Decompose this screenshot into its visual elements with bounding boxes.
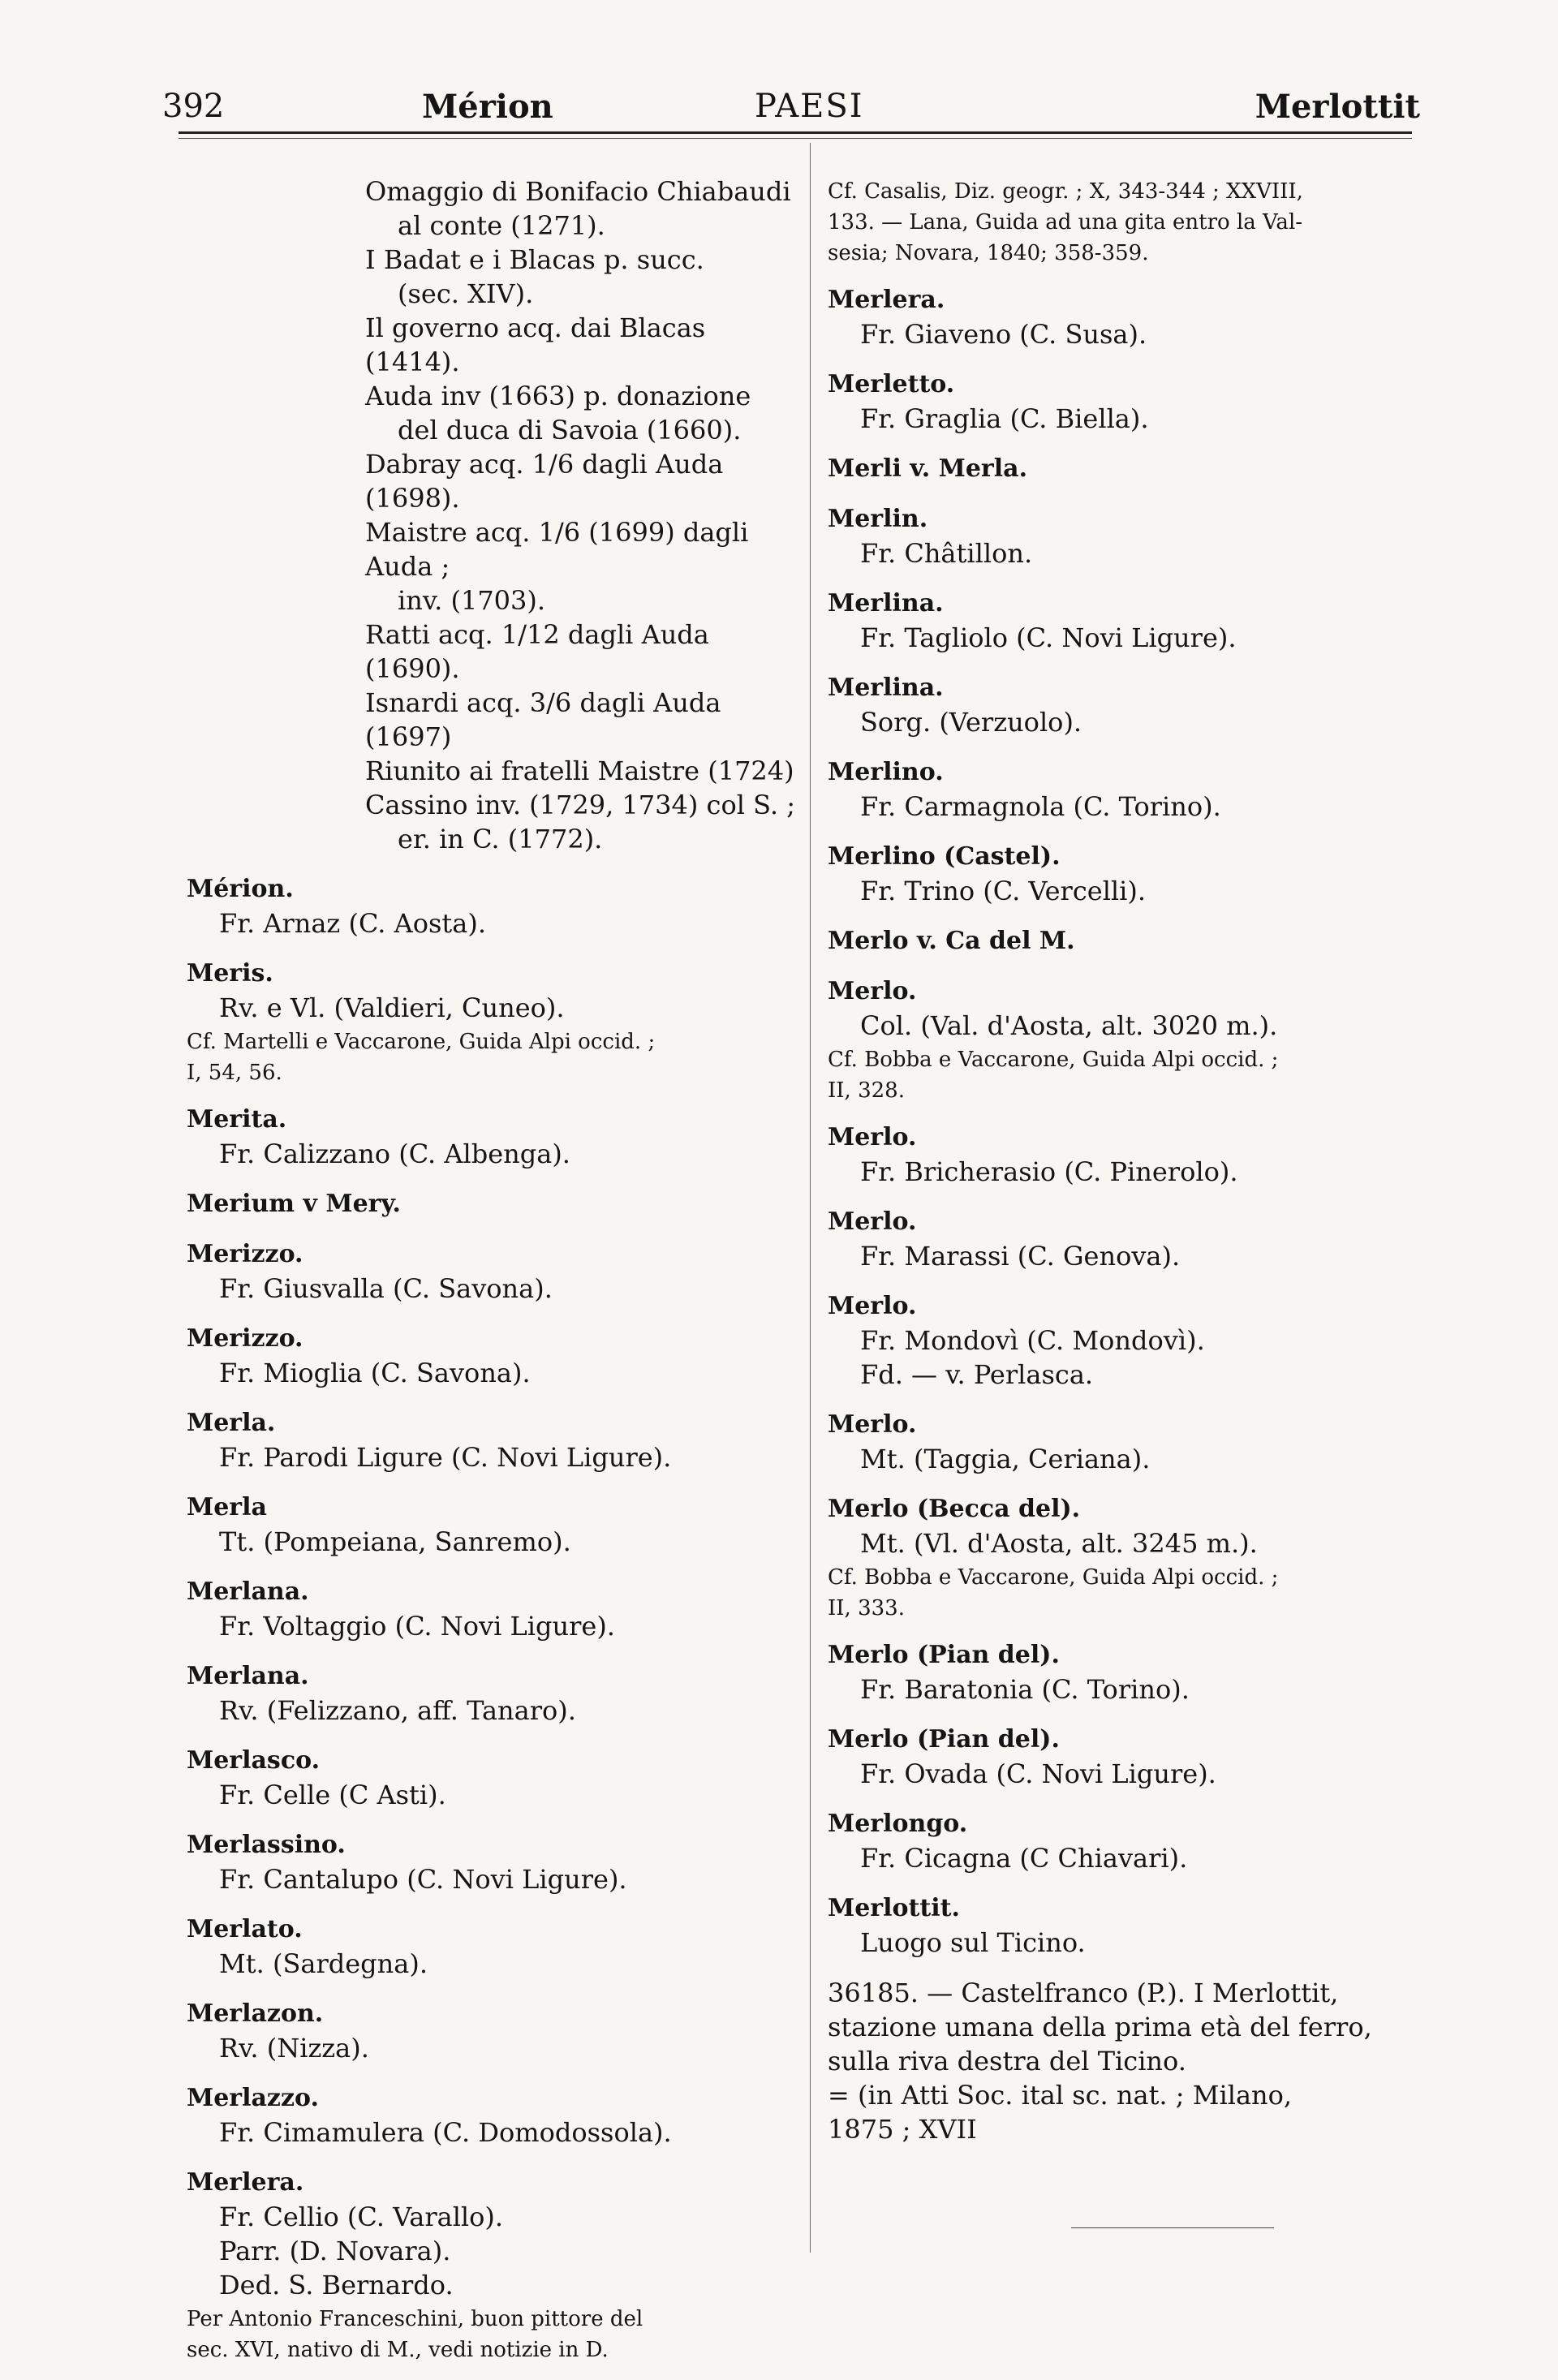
entry-line: Fr. Cicagna (C Chiavari). [860,1843,1188,1874]
entry-line: Fr. Calizzano (C. Albenga). [219,1138,570,1169]
intro-line: er. in C. (1772). [398,824,603,854]
gazetteer-entry [828,1892,1444,1960]
entry-line: Fr. Giusvalla (C. Savona). [219,1273,553,1304]
bibliography-entry [828,1976,1444,2146]
gazetteer-entry [187,2081,795,2150]
gazetteer-entry [828,283,1444,351]
gazetteer-entry [828,502,1444,570]
entry-line: Fr. Cellio (C. Varallo). [219,2201,504,2232]
entry-headword: Merlo. [828,1123,917,1151]
header-rule-thin [179,138,1412,139]
entry-note: Cf. Casalis, Diz. geogr. ; X, 343-344 ; XXVIII, [828,179,1303,204]
page-number: 392 [162,88,225,125]
entry-line: Col. (Val. d'Aosta, alt. 3020 m.). [860,1010,1278,1041]
entry-headword: Merita. [187,1105,287,1134]
gazetteer-entry [828,1723,1444,1791]
header-rule-thick [179,131,1412,134]
gazetteer-entry [187,1406,795,1474]
entry-headword: Merlasco. [187,1746,321,1775]
gazetteer-entry [828,1205,1444,1273]
gazetteer-entry [828,587,1444,655]
entry-headword: Merlo. [828,1292,917,1320]
running-head-right: Merlottit [1255,88,1420,126]
left-intro-block [187,174,795,856]
entry-headword: Merla. [187,1409,276,1437]
entry-line: Luogo sul Ticino. [860,1927,1086,1958]
intro-line: I Badat e i Blacas p. succ. [365,244,704,275]
entry-headword: Merlottit. [828,1894,960,1922]
gazetteer-entry [828,1807,1444,1875]
entry-line: Parr. (D. Novara). [219,2236,451,2266]
entry-line: Fr. Cimamulera (C. Domodossola). [219,2117,672,2148]
entry-line: Fr. Voltaggio (C. Novi Ligure). [219,1611,615,1642]
intro-line: Omaggio di Bonifacio Chiabaudi [365,176,791,207]
entry-note: Cf. Bobba e Vaccarone, Guida Alpi occid. ; [828,1048,1279,1072]
intro-line: Isnardi acq. 3/6 dagli Auda (1697) [365,687,721,752]
bibliography-line: 1875 ; XVII [828,2114,977,2145]
entry-headword: Merlongo. [828,1810,968,1838]
entry-line: Fr. Arnaz (C. Aosta). [219,908,487,939]
right-column [828,174,1444,2163]
entry-headword: Merium v Mery. [187,1190,401,1218]
gazetteer-entry [187,1103,795,1171]
entry-line: Fr. Cantalupo (C. Novi Ligure). [219,1864,627,1895]
entry-line: Fr. Marassi (C. Genova). [860,1241,1181,1272]
entry-headword: Merlin. [828,505,928,533]
gazetteer-entry [828,924,1444,958]
gazetteer-entry [828,1121,1444,1189]
entry-note: II, 333. [828,1596,905,1620]
entry-note: Cf. Bobba e Vaccarone, Guida Alpi occid. ; [828,1565,1279,1590]
entry-headword: Meris. [187,959,273,988]
gazetteer-entry [828,1638,1444,1706]
left-entries [187,872,795,2364]
running-head-left: Mérion [422,88,553,126]
gazetteer-entry [187,1187,795,1221]
entry-line: Mt. (Taggia, Ceriana). [860,1444,1151,1474]
gazetteer-entry [187,1491,795,1559]
entry-headword: Merlina. [828,589,944,618]
entry-note: Per Antonio Franceschini, buon pittore del [187,2307,643,2331]
entry-headword: Merlo (Becca del). [828,1495,1081,1523]
entry-headword: Mérion. [187,875,294,903]
gazetteer-entry [187,1659,795,1728]
bibliography-line: 36185. — Castelfranco (P.). I Merlottit, [828,1978,1339,2008]
entry-headword: Merlo v. Ca del M. [828,927,1075,955]
gazetteer-entry [187,1322,795,1390]
gazetteer-entry [828,671,1444,739]
entry-line: Fr. Graglia (C. Biella). [860,403,1149,434]
entry-note: sec. XVI, nativo di M., vedi notizie in D. [187,2338,609,2362]
entry-note: II, 328. [828,1078,905,1103]
gazetteer-entry [187,957,795,1087]
gazetteer-entry [187,1997,795,2065]
intro-line: (sec. XIV). [398,278,534,309]
intro-line: Ratti acq. 1/12 dagli Auda (1690). [365,619,709,684]
intro-line: inv. (1703). [398,585,546,616]
entry-line: Rv. e Vl. (Valdieri, Cuneo). [219,992,565,1023]
entry-line: Fr. Carmagnola (C. Torino). [860,791,1221,822]
entry-note: I, 54, 56. [187,1061,282,1085]
entry-headword: Merlana. [187,1662,309,1690]
entry-headword: Merli v. Merla. [828,454,1028,483]
bibliography-line: stazione umana della prima età del ferro, [828,2012,1372,2042]
gazetteer-entry [187,2166,795,2364]
entry-line: Tt. (Pompeiana, Sanremo). [219,1526,571,1557]
entry-line: Fr. Châtillon. [860,538,1033,569]
entry-headword: Merla [187,1493,267,1521]
entry-line: Fr. Trino (C. Vercelli). [860,876,1147,906]
entry-line: Fr. Giaveno (C. Susa). [860,319,1147,350]
gazetteer-entry [828,1408,1444,1476]
bibliography-line: sulla riva destra del Ticino. [828,2046,1186,2077]
running-head-center: PAESI [755,88,864,125]
entry-line: Rv. (Nizza). [219,2033,369,2064]
entry-headword: Merlo (Pian del). [828,1725,1060,1754]
entry-headword: Merlera. [828,286,945,314]
gazetteer-entry [187,1913,795,1981]
entry-headword: Merlazon. [187,1999,324,2028]
entry-headword: Merlo. [828,1410,917,1439]
gazetteer-entry [187,1828,795,1896]
right-entries [828,178,1444,1960]
entry-headword: Merletto. [828,370,955,398]
entry-headword: Merlino. [828,758,944,786]
left-column [187,174,795,2380]
entry-headword: Merlato. [187,1915,303,1943]
intro-line: al conte (1271). [398,210,605,241]
intro-line: del duca di Savoia (1660). [398,415,742,445]
entry-headword: Merlo. [828,1207,917,1236]
gazetteer-entry [187,1237,795,1306]
gazetteer-entry [828,840,1444,908]
intro-line: Auda inv (1663) p. donazione [365,381,751,411]
entry-line: Fr. Baratonia (C. Torino). [860,1674,1190,1705]
entry-headword: Merlo. [828,977,917,1005]
end-rule [1071,2227,1274,2228]
entry-headword: Merlo (Pian del). [828,1641,1060,1669]
gazetteer-entry [187,1575,795,1643]
entry-line: Fr. Mondovì (C. Mondovì). [860,1325,1205,1356]
entry-note: 133. — Lana, Guida ad una gita entro la Val- [828,210,1303,235]
entry-line: Mt. (Sardegna). [219,1948,428,1979]
gazetteer-entry [828,452,1444,486]
entry-line: Fr. Ovada (C. Novi Ligure). [860,1758,1216,1789]
gazetteer-entry [828,755,1444,824]
intro-line: Dabray acq. 1/6 dagli Auda (1698). [365,449,724,514]
entry-line: Fr. Bricherasio (C. Pinerolo). [860,1156,1238,1187]
entry-line: Fr. Mioglia (C. Savona). [219,1358,531,1388]
entry-line: Ded. S. Bernardo. [219,2270,454,2300]
entry-headword: Merlino (Castel). [828,842,1061,871]
bibliography-line: = (in Atti Soc. ital sc. nat. ; Milano, [828,2080,1293,2111]
gazetteer-entry [187,1744,795,1812]
entry-headword: Merizzo. [187,1240,303,1268]
intro-line: Maistre acq. 1/6 (1699) dagli Auda ; [365,517,749,582]
entry-line: Fd. — v. Perlasca. [860,1359,1094,1390]
entry-headword: Merlina. [828,674,944,702]
entry-headword: Merizzo. [187,1324,303,1353]
entry-line: Fr. Celle (C Asti). [219,1780,446,1810]
intro-line: Cassino inv. (1729, 1734) col S. ; [365,790,796,820]
entry-headword: Merlera. [187,2168,304,2197]
column-divider [810,143,811,2253]
entry-note: sesia; Novara, 1840; 358-359. [828,241,1149,265]
entry-headword: Merlassino. [187,1831,346,1859]
gazetteer-entry [828,368,1444,436]
intro-line: Riunito ai fratelli Maistre (1724) [365,755,794,786]
entry-line: Mt. (Vl. d'Aosta, alt. 3245 m.). [860,1528,1258,1559]
gazetteer-entry [828,178,1444,267]
entry-line: Rv. (Felizzano, aff. Tanaro). [219,1695,576,1726]
entry-headword: Merlana. [187,1577,309,1606]
gazetteer-entry [828,1492,1444,1622]
entry-line: Fr. Parodi Ligure (C. Novi Ligure). [219,1442,672,1473]
entry-headword: Merlazzo. [187,2084,319,2112]
gazetteer-entry [828,1289,1444,1392]
entry-note: Cf. Martelli e Vaccarone, Guida Alpi occid. ; [187,1030,656,1054]
entry-line: Sorg. (Verzuolo). [860,707,1082,738]
page-header [162,81,1420,130]
intro-line: Il governo acq. dai Blacas (1414). [365,312,706,377]
gazetteer-entry [828,975,1444,1104]
gazetteer-entry [187,872,795,940]
entry-line: Fr. Tagliolo (C. Novi Ligure). [860,622,1237,653]
